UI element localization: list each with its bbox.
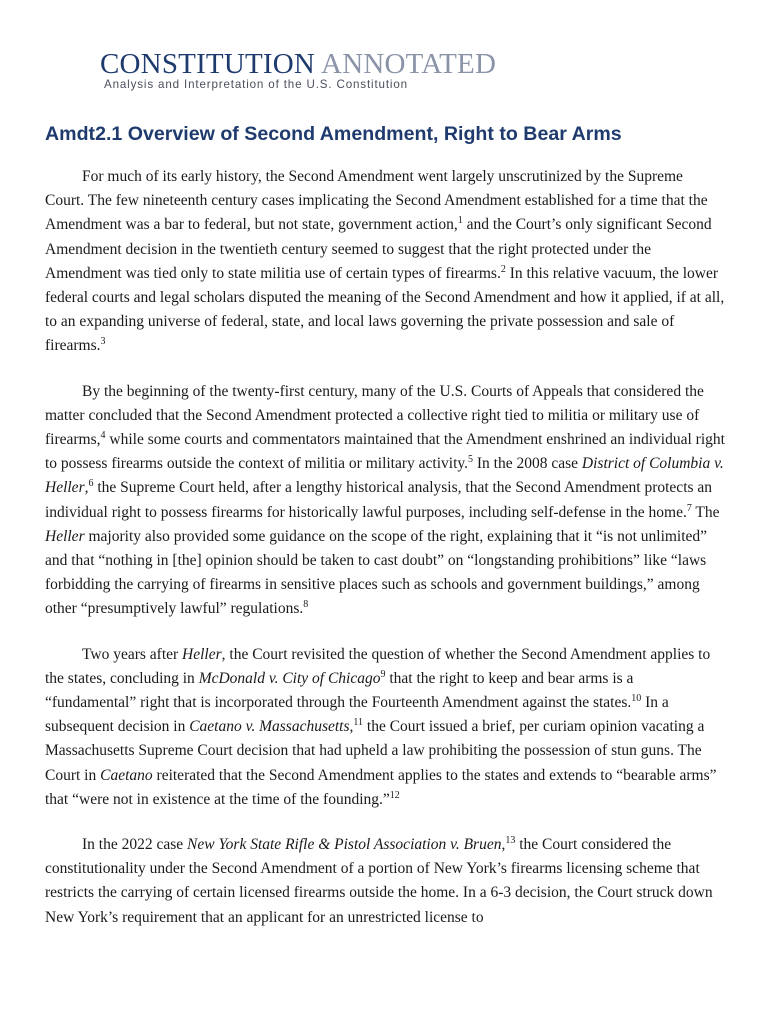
footnote-ref-5[interactable]: 5	[468, 454, 474, 466]
case-name-caetano-short: Caetano	[100, 766, 153, 784]
case-name-heller-short: Heller	[182, 645, 222, 663]
masthead-logo[interactable]	[100, 50, 520, 91]
text-span: the Court considered the constitutionality under the Second Amendment of a portion of New York’s firearms licensing scheme that restricts the carrying of certain licensed firearms outside the home. In a 6-3 decision, the Court struck down New York’s requirement that an applicant for an unrestricted license to	[45, 836, 713, 926]
article-body	[45, 165, 725, 951]
brand-wordmark	[100, 50, 520, 78]
footnote-ref-3[interactable]: 3	[100, 336, 106, 348]
footnote-ref-10[interactable]: 10	[631, 693, 642, 705]
paragraph-4	[45, 833, 725, 930]
text-span: and the Court’s only significant Second Amendment decision in the twentieth century seemed to suggest that the right protected under the Amendment was tied only to state militia use of certain types of firearms.	[45, 216, 712, 282]
footnote-ref-12[interactable]: 12	[389, 789, 400, 801]
text-span: By the beginning of the twenty-first century, many of the U.S. Courts of Appeals that considered the matter concluded that the Second Amendment protected a collective right tied to militia or military use of firearms,	[45, 382, 704, 449]
text-span: reiterated that the Second Amendment applies to the states and extends to “bearable arms” that “were not in existence at the time of the founding.”	[45, 766, 717, 808]
text-span: the Supreme Court held, after a lengthy historical analysis, that the Second Amendment protects an individual right to possess firearms for historically lawful purposes, including self-defense in the home.	[45, 479, 713, 521]
case-name-caetano: Caetano v. Massachusetts	[189, 718, 350, 736]
text-span: In a subsequent decision in	[45, 694, 669, 736]
text-span: ,	[501, 836, 506, 854]
footnote-ref-11[interactable]: 11	[353, 717, 364, 729]
page-title: Amdt2.1 Overview of Second Amendment, Right to Bear Arms	[45, 123, 622, 145]
text-span: In the 2008 case	[473, 455, 582, 473]
text-span: In the 2022 case	[82, 836, 188, 854]
footnote-ref-9[interactable]: 9	[380, 668, 386, 680]
case-name-heller-short: Heller	[45, 527, 85, 545]
text-span: ,	[84, 479, 89, 497]
text-span: Two years after	[82, 645, 183, 663]
text-span: majority also provided some guidance on the scope of the right, explaining that it “is not unlimited” and that “nothing in [the] opinion should be taken to cast doubt” on “longstanding prohibitions” like “laws forbidding the carrying of firearms in sensitive places such as schools and government buildings,” among other “presumptively lawful” regulations.	[45, 527, 708, 618]
footnote-ref-2[interactable]: 2	[500, 263, 506, 275]
text-span: ,	[349, 718, 354, 736]
brand-word-annotated: ANNOTATED	[321, 48, 497, 80]
brand-word-constitution: CONSTITUTION	[100, 48, 316, 80]
text-span: For much of its early history, the Second Amendment went largely unscrutinized by the Supreme Court. The few nineteenth century cases implicating the Second Amendment established for a time that the Amendment was a bar to federal, but not state, government action,	[45, 168, 708, 234]
footnote-ref-6[interactable]: 6	[88, 478, 94, 490]
footnote-ref-4[interactable]: 4	[100, 430, 106, 442]
text-span: The	[691, 503, 720, 521]
text-span: while some courts and commentators maintained that the Amendment enshrined an individual right to possess firearms outside the context of militia or military activity.	[45, 431, 725, 473]
text-span: , the Court revisited the question of whether the Second Amendment applies to the states, concluding in	[45, 645, 711, 687]
paragraph-1	[45, 165, 725, 359]
text-span: that the right to keep and bear arms is a “fundamental” right that is incorporated through the Fourteenth Amendment against the states.	[45, 669, 634, 712]
case-name-bruen: New York State Rifle & Pistol Association v. Bruen	[187, 836, 502, 854]
footnote-ref-7[interactable]: 7	[686, 502, 692, 514]
footnote-ref-13[interactable]: 13	[505, 835, 516, 847]
case-name-heller: District of Columbia v. Heller	[45, 455, 724, 497]
footnote-ref-8[interactable]: 8	[303, 599, 309, 611]
text-span: In this relative vacuum, the lower federal courts and legal scholars disputed the meaning of the Second Amendment and how it applied, if at all, to an expanding universe of federal, state, and local laws governing the private possession and sale of firearms.	[45, 264, 725, 355]
text-span: the Court issued a brief, per curiam opinion vacating a Massachusetts Supreme Court decision that had upheld a law prohibiting the possession of stun guns. The Court in	[45, 718, 705, 784]
footnote-ref-1[interactable]: 1	[457, 215, 463, 227]
case-name-mcdonald: McDonald v. City of Chicago	[198, 669, 381, 687]
paragraph-2	[45, 380, 725, 622]
brand-tagline: Analysis and Interpretation of the U.S. Constitution	[104, 78, 408, 91]
paragraph-3	[45, 643, 725, 812]
